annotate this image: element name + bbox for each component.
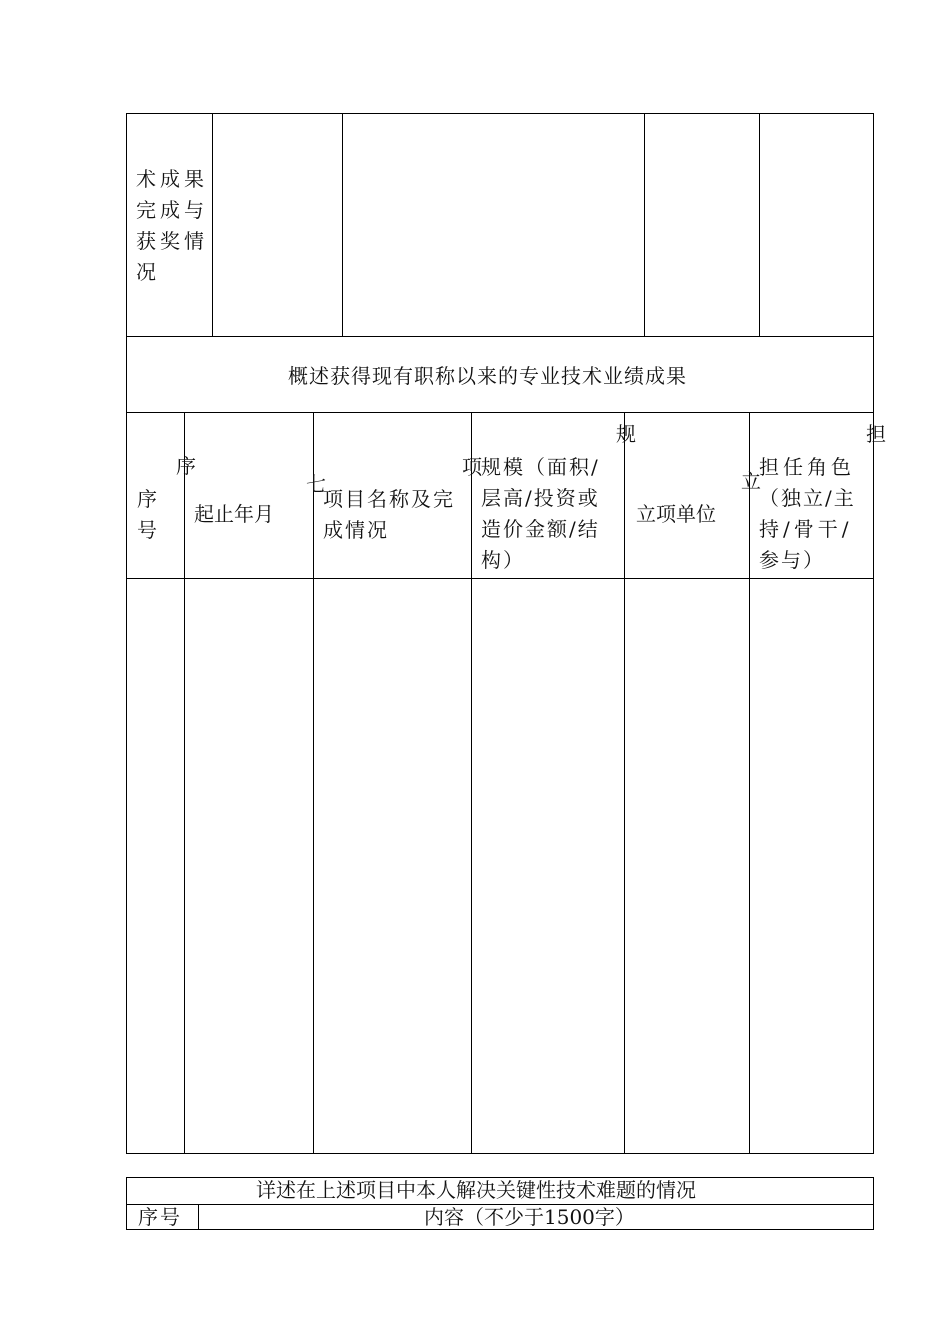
header-unit: 立项单位 — [636, 502, 716, 526]
rule — [198, 1204, 199, 1230]
stray-char: 立 — [741, 469, 761, 493]
rule — [184, 412, 185, 1154]
rule — [749, 412, 750, 1154]
table-title: 详述在上述项目中本人解决关键性技术难题的情况 — [256, 1178, 696, 1202]
rule — [212, 113, 213, 337]
section-title: 概述获得现有职称以来的专业技术业绩成果 — [288, 364, 687, 388]
rule — [342, 113, 343, 337]
header-content: 内容（不少于1500字） — [424, 1205, 635, 1229]
rule — [126, 578, 874, 579]
rule — [126, 336, 874, 337]
rule — [313, 412, 314, 1154]
rule — [126, 1153, 874, 1154]
rule — [873, 113, 874, 337]
stray-char: 规 — [616, 422, 636, 446]
rule — [126, 1177, 127, 1230]
row-label: 术成果 完成与 获奖情 况 — [136, 167, 208, 284]
stray-char: 七 — [306, 472, 326, 496]
header-period: 起止年月 — [194, 502, 274, 526]
rule — [126, 113, 127, 337]
rule — [873, 1177, 874, 1230]
rule — [126, 412, 874, 413]
rule — [644, 113, 645, 337]
rule — [126, 113, 874, 114]
rule — [471, 412, 472, 1154]
rule — [759, 113, 760, 337]
stray-char: 担 — [866, 422, 886, 446]
rule — [873, 336, 874, 1154]
header-scale: 规模（面积/ 层高/投资或 造价金额/结 构） — [481, 455, 600, 572]
rule — [126, 336, 127, 1154]
stray-char: 序 — [176, 454, 196, 478]
header-role: 担任角色 （独立/主 持/骨干/ 参与） — [759, 455, 856, 572]
rule — [624, 412, 625, 1154]
header-seq: 序 号 — [137, 487, 157, 542]
header-project: 项目名称及完 成情况 — [323, 487, 455, 542]
stray-char: 项 — [462, 455, 482, 479]
header-seq: 序号 — [138, 1205, 182, 1229]
